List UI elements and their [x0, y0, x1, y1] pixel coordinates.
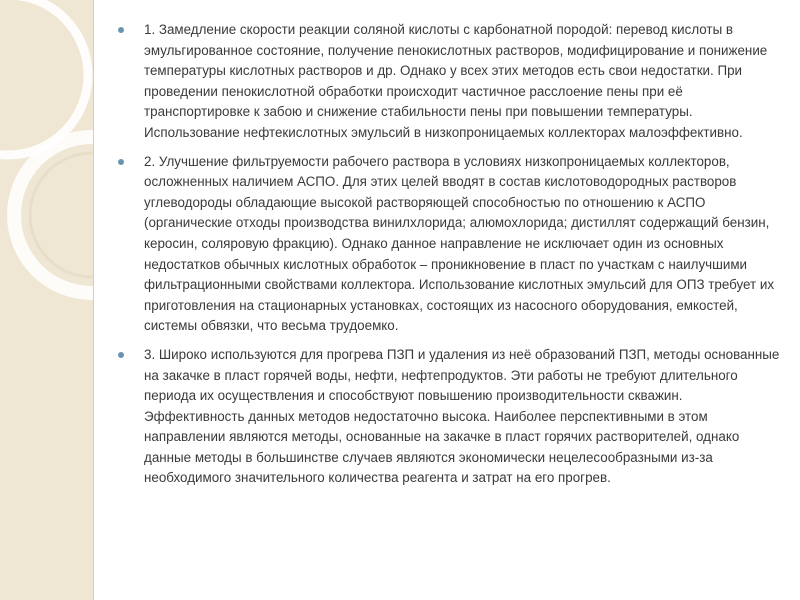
list-item	[118, 345, 783, 489]
bullet-icon	[118, 27, 124, 33]
bullet-icon	[118, 352, 124, 358]
panel-divider	[93, 0, 94, 600]
bullet-icon	[118, 159, 124, 165]
ring-small	[14, 137, 93, 293]
point-text: 1. Замедление скорости реакции соляной кислоты с карбонатной породой: перевод кислоты в эмульгированное состояние, получение пенокислотных растворов, модифицирование и понижение температуры кислотных растворов и др. Однако у всех этих методов есть свои недостатки. При проведении пенокислотной обработки происходит частичное расслоение пены при её транспортировке к забою и снижение стабильности пены при повышении температуры. Использование нефтекислотных эмульсий в низкопроницаемых коллекторах малоэффективно.	[144, 22, 768, 140]
list-item	[118, 20, 783, 144]
list-item	[118, 152, 783, 337]
slide-content	[118, 20, 783, 497]
bullet-list	[118, 20, 783, 489]
ring-large	[0, 0, 88, 155]
point-text: 3. Широко используются для прогрева ПЗП и удаления из неё образований ПЗП, методы основанные на закачке в пласт горячей воды, нефти, нефтепродуктов. Эти работы не требуют длительного периода их осуществления и способствуют повышению производительности скважин. Эффективность данных методов недостаточно высока. Наиболее перспективными в этом направлении являются методы, основанные на закачке в пласт горячих растворителей, однако данные методы в большинстве случаев являются экономически нецелесообразными из-за необходимого значительного количества реагента и затрат на его прогрев.	[144, 346, 780, 486]
decorative-side-panel	[0, 0, 93, 600]
decorative-rings	[0, 0, 93, 600]
ring-small-inner	[30, 153, 93, 277]
point-text: 2. Улучшение фильтруемости рабочего раствора в условиях низкопроницаемых коллекторов, осложненных наличием АСПО. Для этих целей вводят в состав кислотоводородных растворов углеводороды обладающие высокой растворяющей способностью по отношению к АСПО (органические отходы производства винилхлорида; алюмохлорида; дистиллят содержащий бензин, керосин, соляровую фракцию). Однако данное направление не исключает один из основных недостатков обычных кислотных обработок – проникновение в пласт по участкам с наилучшими фильтрационными свойствами коллектора. Использование кислотных эмульсий для ОПЗ требует их приготовления на стационарных установках, состоящих из насосного оборудования, емкостей, системы обвязки, что весьма трудоемко.	[144, 153, 775, 334]
